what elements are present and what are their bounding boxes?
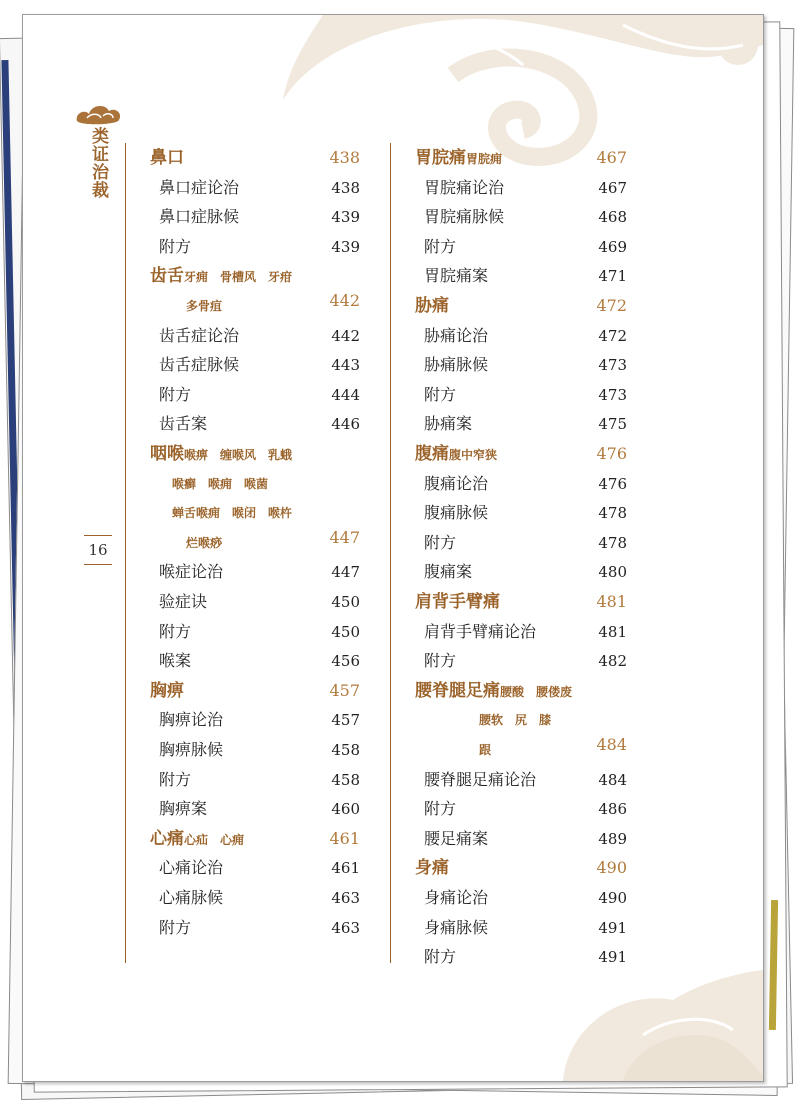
toc-entry[interactable] (391, 321, 627, 351)
toc-label (159, 380, 191, 410)
toc-entry[interactable] (126, 853, 360, 883)
toc-label-text: 胸痹脉候 (159, 740, 224, 759)
toc-page-number: 472 (596, 296, 627, 315)
toc-subtopics: 心疝 心痈 (184, 832, 245, 847)
toc-label-text: 腹痛案 (424, 562, 473, 582)
toc-label (159, 587, 207, 617)
toc-entry[interactable] (126, 617, 360, 647)
toc-label-text: 胃脘痛脉候 (424, 207, 505, 227)
toc-page-number: 481 (596, 592, 627, 611)
toc-label (415, 291, 449, 321)
divider (84, 564, 112, 565)
toc-label (479, 735, 491, 765)
toc-entry[interactable] (126, 587, 360, 617)
toc-page-number: 439 (331, 208, 360, 227)
toc-label (159, 646, 191, 676)
toc-label (159, 765, 191, 795)
toc-label-text: 胁痛论治 (424, 325, 489, 345)
toc-page-number: 491 (598, 948, 627, 967)
toc-subentries[interactable] (126, 498, 360, 528)
toc-label (150, 143, 184, 173)
toc-label-text: 齿舌 (150, 266, 184, 287)
toc-entry[interactable] (391, 883, 627, 913)
toc-label-text: 腰脊腿足痛 (415, 680, 500, 701)
toc-label-text: 胁痛案 (424, 414, 473, 434)
toc-page-number: 480 (598, 563, 627, 582)
toc-entry[interactable] (126, 350, 360, 380)
toc-label-text: 胸痹案 (159, 799, 208, 819)
toc-label (150, 261, 292, 292)
toc-entry[interactable] (126, 913, 360, 943)
toc-label-text: 腰脊腿足痛论治 (424, 769, 537, 789)
toc-label (415, 143, 502, 174)
toc-label-text: 腰软 尻 膝 (479, 713, 552, 728)
toc-page-number: 491 (598, 918, 627, 937)
toc-page-number: 442 (331, 326, 360, 345)
toc-page-number: 490 (596, 858, 627, 878)
toc-label (159, 409, 207, 439)
toc-label (424, 469, 488, 499)
toc-entry[interactable] (391, 469, 627, 499)
toc-label-text: 胸痹 (150, 680, 184, 701)
toc-page-number: 476 (598, 474, 627, 493)
toc-entry[interactable] (126, 380, 360, 410)
cloud-emblem-icon (73, 101, 125, 129)
toc-label (186, 291, 222, 321)
toc-label-text: 附方 (424, 384, 457, 404)
toc-subtopics: 腹中窄狭 (449, 448, 498, 462)
toc-page-number: 461 (329, 828, 360, 848)
toc-page-number: 460 (331, 800, 360, 819)
toc-page-number: 486 (598, 800, 627, 819)
toc-label (424, 942, 456, 972)
toc-label-text: 齿舌案 (159, 414, 208, 434)
toc-category[interactable] (391, 587, 627, 617)
toc-entry[interactable] (126, 409, 360, 439)
toc-label-text: 心痛脉候 (159, 888, 224, 907)
toc-entry[interactable] (126, 646, 360, 676)
toc-entry[interactable] (126, 765, 360, 795)
toc-label-text: 喉症论治 (159, 562, 224, 582)
toc-entry[interactable] (391, 409, 627, 439)
toc-label-text: 附方 (424, 947, 457, 967)
toc-subentries[interactable] (391, 705, 627, 735)
toc-entry[interactable] (126, 557, 360, 587)
toc-label-text: 喉癣 喉痈 喉菌 (172, 476, 269, 491)
toc-entry[interactable] (391, 498, 627, 528)
toc-page-number: 475 (598, 415, 627, 434)
toc-entry[interactable] (126, 735, 360, 765)
toc-page-number: 439 (331, 237, 360, 256)
toc-label-text: 喉案 (159, 651, 192, 671)
toc-page-number: 450 (331, 622, 360, 641)
toc-label (159, 617, 191, 647)
toc-category[interactable] (126, 676, 360, 706)
toc-label-text: 胁痛脉候 (424, 355, 489, 375)
toc-label-text: 身痛脉候 (424, 917, 489, 937)
toc-subtopics: 腰酸 腰偻废 (500, 684, 573, 699)
toc-label (159, 794, 207, 824)
toc-label (150, 676, 184, 706)
toc-entry[interactable] (391, 380, 627, 410)
toc-label (159, 321, 239, 351)
page-number-block (83, 535, 113, 565)
toc-subentries[interactable] (126, 291, 360, 321)
toc-label-text: 附方 (424, 236, 457, 256)
toc-label (424, 557, 472, 587)
toc-label-text: 心痛论治 (159, 858, 224, 878)
toc-label (424, 202, 504, 232)
toc-entry[interactable] (391, 794, 627, 824)
toc-label (159, 202, 239, 232)
toc-entry[interactable] (126, 173, 360, 203)
toc-label (424, 350, 488, 380)
toc-label-text: 附方 (424, 651, 457, 671)
toc-page-number: 458 (331, 770, 360, 789)
toc-right-column (390, 143, 627, 967)
toc-label (150, 439, 292, 470)
toc-subtopics: 喉痹 缠喉风 乳蛾 (184, 448, 293, 462)
toc-label-text: 身痛论治 (424, 888, 489, 907)
toc-label (424, 498, 488, 528)
toc-label-text: 腹痛论治 (424, 473, 489, 493)
toc-entry[interactable] (391, 173, 627, 203)
toc-label-text: 咽喉 (150, 444, 184, 464)
toc-page-number: 489 (598, 829, 627, 848)
toc-category[interactable] (126, 261, 360, 291)
toc-label-text: 胃脘痛案 (424, 266, 489, 286)
toc-label (424, 173, 504, 203)
toc-entry[interactable] (126, 794, 360, 824)
toc-page-number: 481 (598, 622, 627, 641)
toc-page-number: 463 (331, 889, 360, 907)
toc-entry[interactable] (126, 202, 360, 232)
toc-label (159, 853, 223, 883)
toc-label-text: 胸痹论治 (159, 710, 224, 730)
toc-subentries[interactable] (126, 469, 360, 499)
toc-page-number: 468 (598, 208, 627, 227)
section-title: 类证治裁 (88, 127, 108, 199)
toc-page-number: 446 (331, 415, 360, 434)
toc-label-text: 验症诀 (159, 592, 208, 611)
toc-page-number: 482 (598, 652, 627, 671)
toc-label-text: 附方 (424, 799, 457, 819)
toc-label-text: 心痛 (150, 828, 184, 849)
toc-label-text: 附方 (159, 769, 192, 789)
toc-label (172, 498, 292, 528)
toc-category[interactable] (391, 291, 627, 321)
toc-label (415, 676, 572, 707)
toc-entry[interactable] (391, 942, 627, 972)
toc-page-number: 463 (331, 918, 360, 937)
toc-page-number: 478 (598, 533, 627, 552)
toc-label (424, 824, 488, 854)
toc-category[interactable] (391, 439, 627, 469)
toc-label-text: 附方 (159, 236, 192, 256)
toc-label-text: 肩背手臂痛论治 (424, 621, 537, 641)
toc-label-text: 胁痛 (415, 296, 449, 316)
toc-label (159, 735, 223, 765)
toc-label-text: 身痛 (415, 858, 449, 879)
toc-label (186, 528, 222, 558)
toc-label (424, 409, 472, 439)
toc-page-number: 467 (596, 148, 627, 167)
toc-label-text: 附方 (159, 384, 192, 404)
toc-page-number: 457 (331, 711, 360, 730)
toc-page-number: 456 (331, 652, 360, 671)
toc-category[interactable] (391, 676, 627, 706)
toc-label-text: 鼻口 (150, 148, 184, 168)
toc-label (159, 232, 191, 262)
toc-page-number: 447 (329, 527, 360, 547)
toc-label-text: 齿舌症脉候 (159, 355, 240, 375)
toc-page-number: 473 (598, 356, 627, 375)
toc-page-number: 471 (598, 267, 627, 286)
toc-category[interactable] (126, 143, 360, 173)
toc-label-text: 齿舌症论治 (159, 325, 240, 345)
toc-page-number: 484 (596, 735, 627, 754)
toc-entry[interactable] (391, 646, 627, 676)
toc-label (424, 794, 456, 824)
toc-label (159, 350, 239, 380)
toc-page-number: 438 (329, 148, 360, 167)
toc-category[interactable] (391, 853, 627, 883)
toc-label-text: 胃脘痛论治 (424, 177, 505, 197)
toc-label (415, 853, 449, 883)
toc-page-number: 484 (598, 770, 627, 789)
toc-label (424, 883, 488, 913)
toc-subtopics: 牙痈 骨槽风 牙疳 (184, 270, 293, 285)
page-number: 16 (88, 541, 108, 559)
toc-label-text: 烂喉痧 (186, 535, 223, 550)
toc-label-text: 跟 (479, 743, 492, 757)
toc-label (150, 824, 244, 855)
toc-label-text: 腰足痛案 (424, 828, 489, 848)
toc-label (159, 705, 223, 735)
toc-page-number: 444 (331, 385, 360, 404)
toc-entry[interactable] (126, 883, 360, 913)
toc-entry[interactable] (391, 528, 627, 558)
toc-left-column (125, 143, 360, 963)
toc-label (424, 380, 456, 410)
book-page (22, 14, 764, 1082)
toc-page-number: 442 (329, 291, 360, 310)
toc-label (159, 557, 223, 587)
toc-label (159, 883, 223, 913)
toc-label-text: 附方 (424, 532, 457, 552)
toc-subtopics: 胃脘痈 (466, 152, 503, 166)
toc-entry[interactable] (391, 557, 627, 587)
toc-label-text: 胃脘痛 (415, 148, 466, 168)
toc-label-text: 鼻口症论治 (159, 177, 240, 197)
toc-category[interactable] (391, 143, 627, 173)
toc-page-number: 438 (331, 178, 360, 197)
toc-entry[interactable] (126, 705, 360, 735)
toc-page-number: 443 (331, 356, 360, 375)
toc-page-number: 461 (331, 859, 360, 878)
toc-entry[interactable] (391, 824, 627, 854)
toc-entry[interactable] (391, 232, 627, 262)
toc-page-number: 472 (598, 326, 627, 345)
toc-page-number: 478 (598, 504, 627, 523)
toc-page-number: 450 (331, 593, 360, 611)
toc-label (424, 232, 456, 262)
toc-label (424, 646, 456, 676)
toc-entry[interactable] (391, 261, 627, 291)
toc-page-number: 467 (598, 178, 627, 197)
toc-page-number: 490 (598, 889, 627, 907)
toc-page-number: 458 (331, 741, 360, 759)
toc-label (424, 261, 488, 291)
toc-label (415, 587, 500, 617)
toc-label-text: 附方 (159, 917, 192, 937)
toc-entry[interactable] (391, 350, 627, 380)
toc-label (424, 765, 536, 795)
toc-label (159, 913, 191, 943)
toc-label-text: 肩背手臂痛 (415, 592, 500, 612)
toc-page-number: 457 (329, 680, 360, 700)
toc-page-number: 469 (598, 237, 627, 256)
toc-category[interactable] (126, 824, 360, 854)
toc-label (172, 469, 268, 499)
toc-entry[interactable] (126, 321, 360, 351)
toc-page-number: 447 (331, 563, 360, 582)
toc-page-number: 476 (596, 444, 627, 463)
toc-label-text: 腹痛 (415, 444, 449, 464)
toc-label (424, 617, 536, 647)
toc-entry[interactable] (126, 232, 360, 262)
toc-label (424, 321, 488, 351)
toc-label (159, 173, 239, 203)
toc-page-number: 473 (598, 385, 627, 404)
toc-label (415, 439, 497, 470)
toc-subentries[interactable] (126, 528, 360, 558)
toc-label-text: 附方 (159, 621, 192, 641)
toc-label-text: 多骨疽 (186, 299, 223, 313)
toc-subentries[interactable] (391, 735, 627, 765)
toc-entry[interactable] (391, 202, 627, 232)
toc-label-text: 蝉舌喉痈 喉闭 喉杵 (172, 506, 293, 521)
toc-label (479, 705, 551, 735)
toc-entry[interactable] (391, 617, 627, 647)
toc-entry[interactable] (391, 913, 627, 943)
toc-label (424, 528, 456, 558)
toc-label-text: 腹痛脉候 (424, 503, 489, 523)
toc-entry[interactable] (391, 765, 627, 795)
toc-label-text: 鼻口症脉候 (159, 207, 240, 227)
toc-label (424, 913, 488, 943)
toc-category[interactable] (126, 439, 360, 469)
